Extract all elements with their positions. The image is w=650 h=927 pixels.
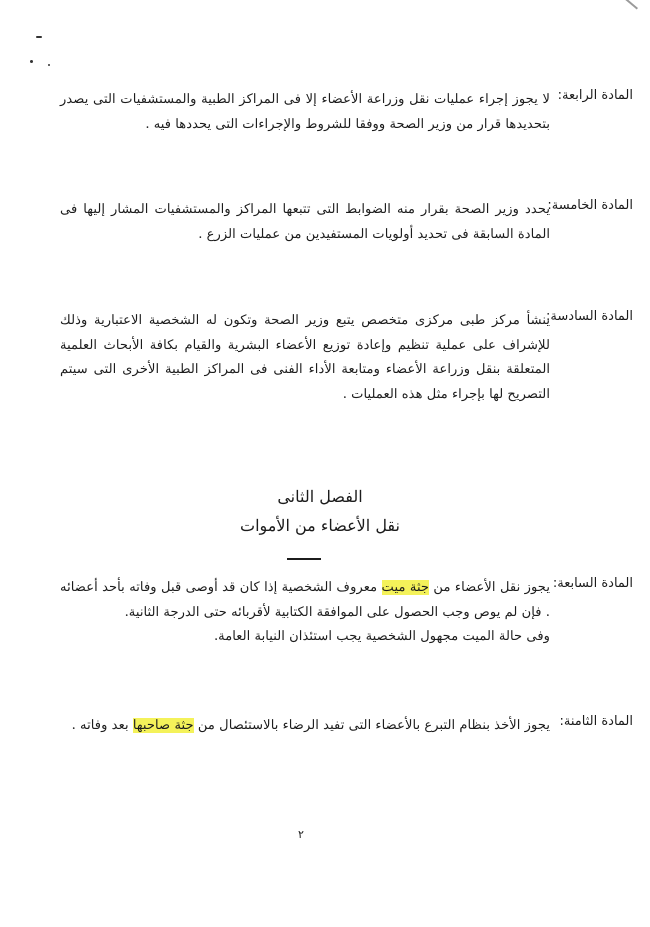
scan-speck bbox=[48, 64, 50, 66]
article-text: لا يجوز إجراء عمليات نقل وزراعة الأعضاء إلا فى المراكز الطبية والمستشفيات التى يصدر بتحديدها قرار من وزير الصحة ووفقا للشروط والإجراءات التى يحددها فيه . bbox=[60, 92, 550, 132]
article-label: المادة الرابعة: bbox=[557, 88, 633, 103]
highlighted-phrase: جثة صاحبها bbox=[132, 718, 194, 733]
chapter-title: الفصل الثانى bbox=[277, 487, 363, 506]
chapter-divider bbox=[287, 558, 321, 560]
highlighted-phrase: جثة ميت bbox=[381, 580, 430, 595]
text-segment: بعد وفاته . bbox=[71, 718, 133, 733]
scan-artifact-line bbox=[606, 0, 638, 10]
scan-speck bbox=[30, 60, 33, 63]
scan-speck bbox=[36, 36, 42, 38]
article-5 bbox=[60, 198, 633, 247]
article-text: يحدد وزير الصحة بقرار منه الضوابط التى تتبعها المراكز والمستشفيات المشار إليها فى المادة السابقة فى تحديد أولويات المستفيدين من عمليات الزرع . bbox=[60, 202, 550, 242]
text-segment: يجوز الأخذ بنظام التبرع بالأعضاء التى تفيد الرضاء بالاستئصال من bbox=[193, 718, 550, 733]
text-segment: معروف الشخصية إذا كان قد أوصى قبل وفاته بأحد أعضائه . فإن لم يوص وجب الحصول على الموافقة الكتابية لأقربائه حتى الدرجة الثانية. bbox=[60, 580, 550, 620]
article-text bbox=[60, 576, 550, 625]
article-6 bbox=[60, 309, 633, 407]
article-label: المادة الثامنة: bbox=[559, 714, 633, 729]
chapter-subtitle: نقل الأعضاء من الأموات bbox=[240, 516, 400, 535]
article-label: المادة السادسة: bbox=[546, 309, 633, 324]
article-4 bbox=[60, 88, 633, 137]
text-segment: يجوز نقل الأعضاء من bbox=[429, 580, 550, 595]
article-8 bbox=[60, 714, 633, 739]
article-text: ينشأ مركز طبى مركزى متخصص يتبع وزير الصحة وتكون له الشخصية الاعتبارية وذلك للإشراف على عملية تنظيم وإعادة توزيع الأعضاء البشرية والقيام بكافة الأبحاث العلمية المتعلقة بنقل وزراعة الأعضاء ومتابعة الأداء الفنى فى المراكز الطبية الأخرى التى سيتم التصريح لها بإجراء مثل هذه العمليات . bbox=[60, 313, 550, 402]
article-label: المادة الخامسة: bbox=[547, 198, 633, 213]
article-text bbox=[60, 714, 550, 739]
page-number: ٢ bbox=[298, 828, 304, 841]
article-7 bbox=[60, 576, 633, 650]
article-text-line: وفى حالة الميت مجهول الشخصية يجب استئذان النيابة العامة. bbox=[213, 629, 550, 644]
article-label: المادة السابعة: bbox=[552, 576, 633, 591]
